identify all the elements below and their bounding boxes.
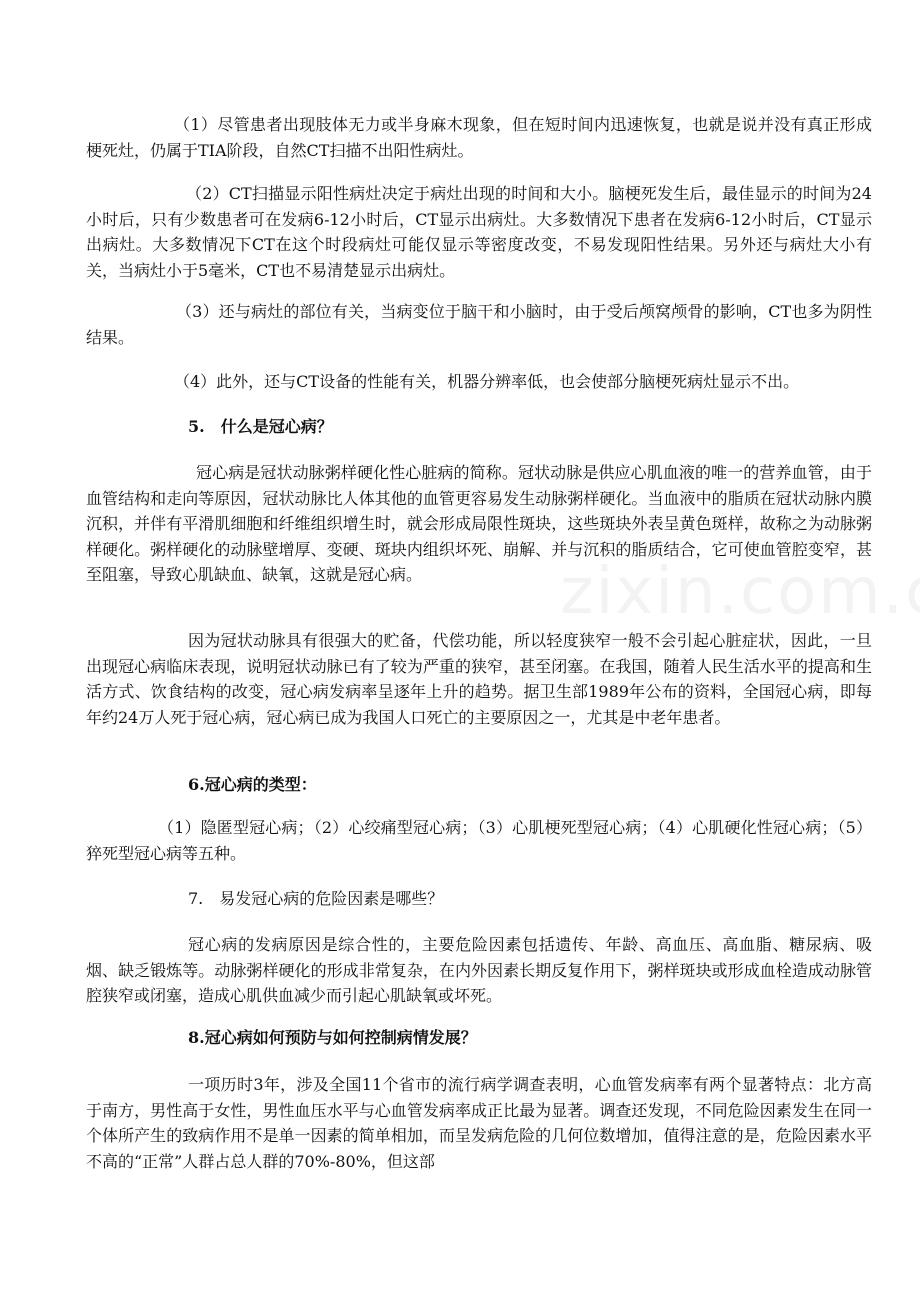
heading-section-7: 7. 易发冠心病的危险因素是哪些？	[188, 889, 444, 908]
paragraph-point-3: （3）还与病灶的部位有关，当病变位于脑干和小脑时，由于受后颅窝颅骨的影响，CT也多为阴性结果。	[86, 302, 872, 347]
paragraph-chd-statistics: 因为冠状动脉具有很强大的贮备，代偿功能，所以轻度狭窄一般不会引起心脏症状，因此，一旦出现冠心病临床表现，说明冠状动脉已有了较为严重的狭窄，甚至闭塞。在我国，随着人民生活水平的提高和生活方式、饮食结构的改变，冠心病发病率呈逐年上升的趋势。据卫生部1989年公布的资料，全国冠心病，即每年约24万人死于冠心病，冠心病已成为我国人口死亡的主要原因之一，尤其是中老年患者。	[86, 631, 872, 727]
heading-section-5: 5. 什么是冠心病？	[188, 417, 333, 436]
heading-section-6: 6.冠心病的类型：	[188, 775, 317, 794]
paragraph-point-1: （1）尽管患者出现肢体无力或半身麻木现象，但在短时间内迅速恢复，也就是说并没有真正形成梗死灶，仍属于TIA阶段，自然CT扫描不出阳性病灶。	[86, 115, 872, 160]
paragraph-point-4: （4）此外，还与CT设备的性能有关，机器分辨率低，也会使部分脑梗死病灶显示不出。	[174, 372, 800, 391]
paragraph-chd-types: （1）隐匿型冠心病；（2）心绞痛型冠心病；（3）心肌梗死型冠心病；（4）心肌硬化性冠心病；（5）猝死型冠心病等五种。	[86, 818, 872, 863]
paragraph-chd-definition: 冠心病是冠状动脉粥样硬化性心脏病的简称。冠状动脉是供应心肌血液的唯一的营养血管，由于血管结构和走向等原因，冠状动脉比人体其他的血管更容易发生动脉粥样硬化。当血液中的脂质在冠状动脉内膜沉积，并伴有平滑肌细胞和纤维组织增生时，就会形成局限性斑块，这些斑块外表呈黄色斑样，故称之为动脉粥样硬化。粥样硬化的动脉壁增厚、变硬、斑块内组织坏死、崩解、并与沉积的脂质结合，它可使血管腔变窄，甚至阻塞，导致心肌缺血、缺氧，这就是冠心病。	[86, 463, 872, 584]
paragraph-prevention: 一项历时3年，涉及全国11个省市的流行病学调查表明，心血管发病率有两个显著特点：北方高于南方，男性高于女性，男性血压水平与心血管发病率成正比最为显著。调查还发现，不同危险因素发生在同一个体所产生的致病作用不是单一因素的简单相加，而呈发病危险的几何位数增加，值得注意的是，危险因素水平不高的“正常”人群占总人群的70%-80%，但这部	[86, 1075, 872, 1171]
heading-section-8: 8.冠心病如何预防与如何控制病情发展？	[188, 1028, 477, 1047]
paragraph-point-2: （2）CT扫描显示阳性病灶决定于病灶出现的时间和大小。脑梗死发生后，最佳显示的时间为24小时后，只有少数患者可在发病6-12小时后，CT显示出病灶。大多数情况下患者在发病6-12小时后，CT显示出病灶。大多数情况下CT在这个时段病灶可能仅显示等密度改变，不易发现阳性结果。另外还与病灶大小有关，当病灶小于5毫米，CT也不易清楚显示出病灶。	[86, 184, 872, 280]
paragraph-risk-factors: 冠心病的发病原因是综合性的，主要危险因素包括遗传、年龄、高血压、高血脂、糖尿病、吸烟、缺乏锻炼等。动脉粥样硬化的形成非常复杂，在内外因素长期反复作用下，粥样斑块或形成血栓造成动脉管腔狭窄或闭塞，造成心肌供血减少而引起心肌缺氧或坏死。	[86, 935, 872, 1005]
